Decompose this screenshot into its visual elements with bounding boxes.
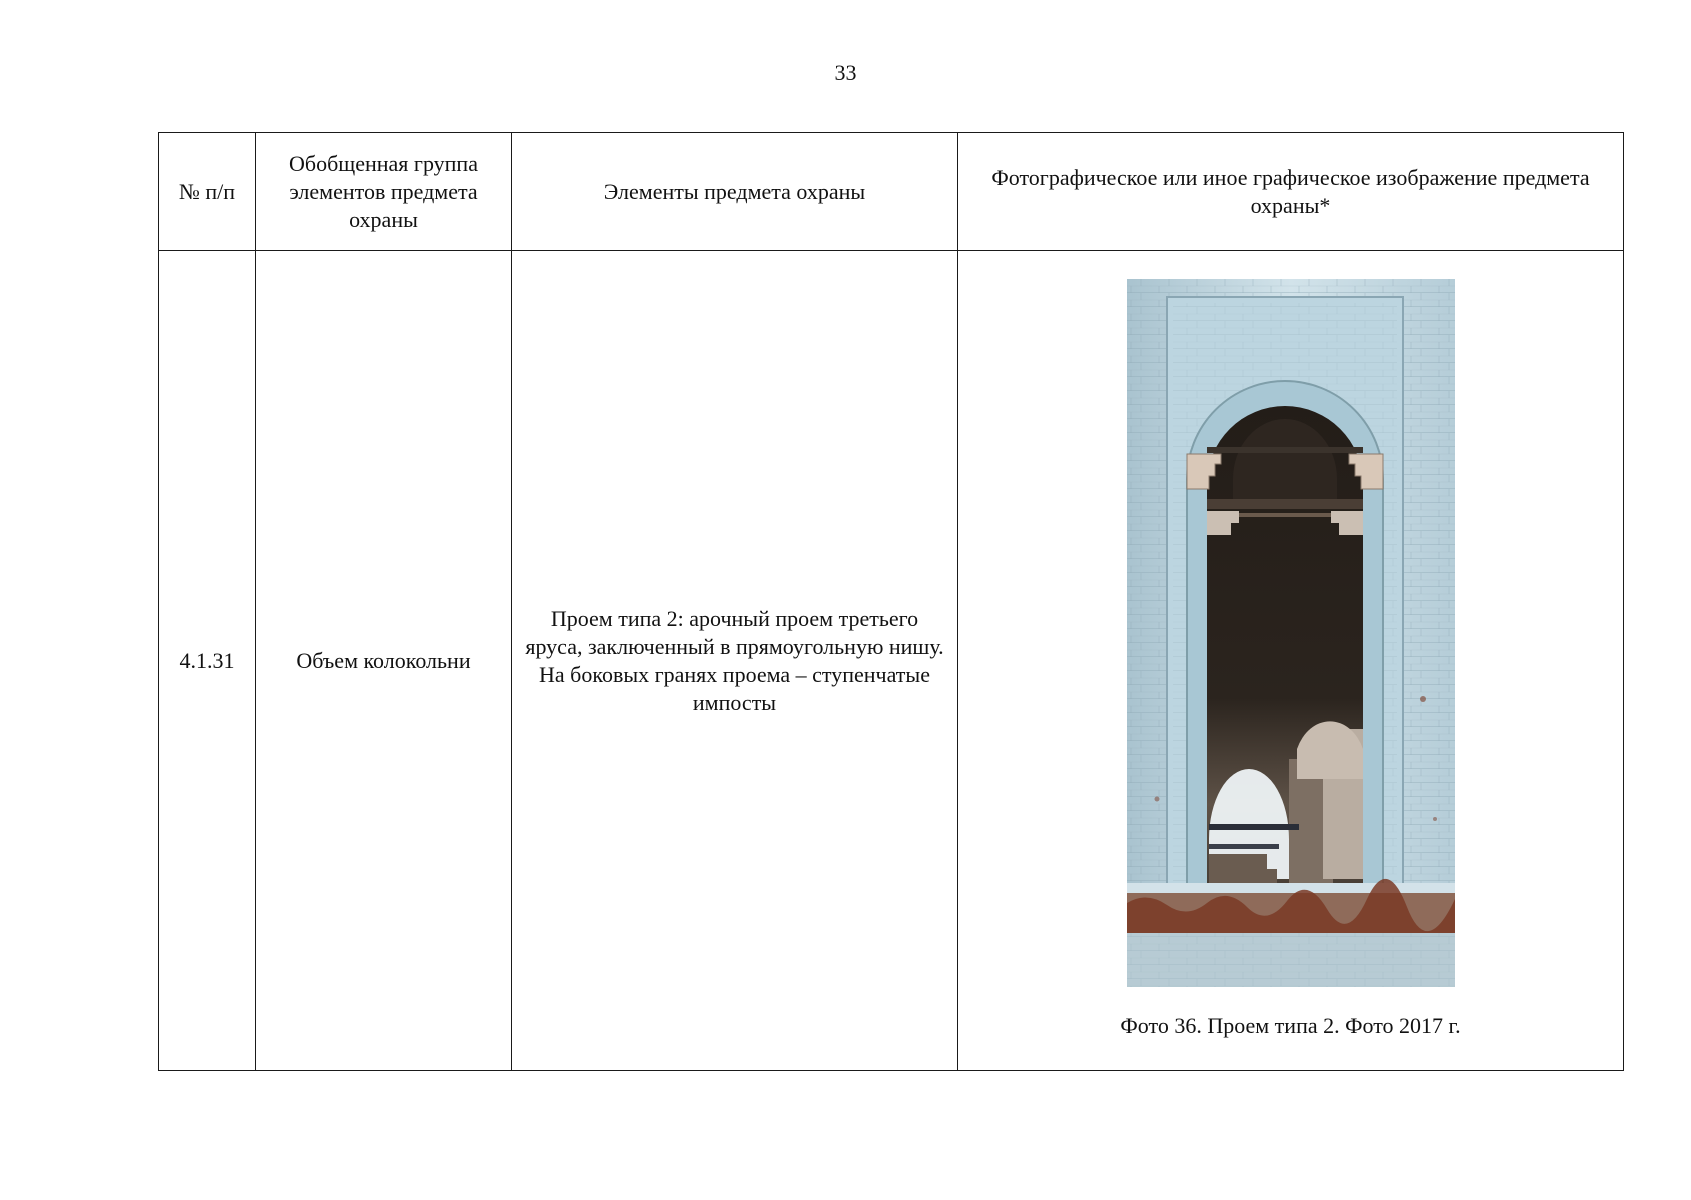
- belfry-opening-photo: [1127, 279, 1455, 987]
- table-row: [159, 251, 1624, 1071]
- row-num: 4.1.31: [159, 251, 256, 1071]
- header-group: Обобщенная группа элементов предмета охраны: [256, 133, 512, 251]
- row-group: Объем колокольни: [256, 251, 512, 1071]
- row-photo-cell: [958, 251, 1624, 1071]
- row-elements: Проем типа 2: арочный проем третьего яруса, заключенный в прямоугольную нишу. На боковых гранях проема – ступенчатые импосты: [512, 251, 958, 1071]
- header-num: № п/п: [159, 133, 256, 251]
- page-number: 33: [834, 60, 857, 85]
- header-elements: Элементы предмета охраны: [512, 133, 958, 251]
- table-header-row: [159, 133, 1624, 251]
- photo-caption: Фото 36. Проем типа 2. Фото 2017 г.: [1120, 1013, 1461, 1038]
- header-photo: Фотографическое или иное графическое изображение предмета охраны*: [958, 133, 1624, 251]
- heritage-elements-table: [158, 132, 1624, 1071]
